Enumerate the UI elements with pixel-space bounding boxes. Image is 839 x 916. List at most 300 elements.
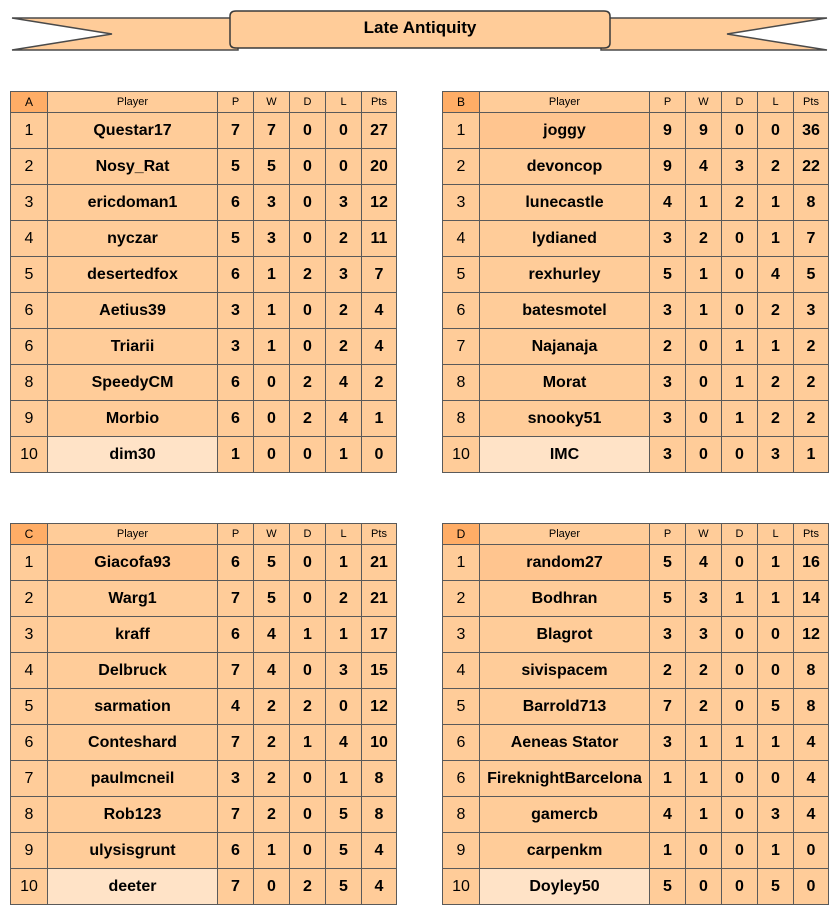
- drawn-cell: 0: [722, 257, 758, 293]
- points-cell: 3: [794, 293, 829, 329]
- player-name: rexhurley: [480, 257, 650, 293]
- drawn-cell: 0: [722, 221, 758, 257]
- lost-cell: 5: [326, 833, 362, 869]
- won-cell: 1: [686, 257, 722, 293]
- played-cell: 6: [218, 185, 254, 221]
- won-cell: 1: [686, 797, 722, 833]
- points-cell: 21: [362, 545, 397, 581]
- drawn-cell: 0: [290, 293, 326, 329]
- points-cell: 8: [794, 185, 829, 221]
- points-cell: 5: [794, 257, 829, 293]
- drawn-cell: 2: [290, 257, 326, 293]
- standings-table-b: [442, 91, 829, 473]
- won-cell: 0: [254, 437, 290, 473]
- won-cell: 0: [686, 869, 722, 905]
- points-cell: 12: [794, 617, 829, 653]
- played-cell: 6: [218, 617, 254, 653]
- col-header-player: Player: [48, 524, 218, 545]
- won-cell: 5: [254, 149, 290, 185]
- table-row: [11, 365, 397, 401]
- lost-cell: 1: [758, 833, 794, 869]
- drawn-cell: 0: [290, 437, 326, 473]
- table-row: [443, 833, 829, 869]
- drawn-cell: 0: [290, 581, 326, 617]
- table-row: [11, 761, 397, 797]
- player-name: SpeedyCM: [48, 365, 218, 401]
- drawn-cell: 0: [722, 617, 758, 653]
- col-header-lost: L: [758, 92, 794, 113]
- lost-cell: 0: [326, 113, 362, 149]
- drawn-cell: 0: [290, 149, 326, 185]
- table-row: [443, 293, 829, 329]
- points-cell: 4: [362, 293, 397, 329]
- rank-cell: 8: [11, 365, 48, 401]
- rank-cell: 8: [443, 365, 480, 401]
- won-cell: 2: [686, 689, 722, 725]
- table-row: [443, 365, 829, 401]
- table-row: [11, 797, 397, 833]
- col-header-drawn: D: [290, 92, 326, 113]
- table-row: [443, 437, 829, 473]
- won-cell: 0: [686, 329, 722, 365]
- points-cell: 0: [794, 833, 829, 869]
- won-cell: 0: [686, 401, 722, 437]
- won-cell: 4: [686, 545, 722, 581]
- col-header-played: P: [218, 524, 254, 545]
- col-header-drawn: D: [722, 92, 758, 113]
- lost-cell: 2: [326, 581, 362, 617]
- drawn-cell: 0: [722, 797, 758, 833]
- won-cell: 5: [254, 545, 290, 581]
- group-letter: A: [11, 92, 48, 113]
- points-cell: 2: [794, 329, 829, 365]
- col-header-won: W: [254, 92, 290, 113]
- won-cell: 9: [686, 113, 722, 149]
- player-name: random27: [480, 545, 650, 581]
- points-cell: 4: [794, 725, 829, 761]
- table-row: [443, 761, 829, 797]
- drawn-cell: 0: [722, 437, 758, 473]
- won-cell: 1: [686, 761, 722, 797]
- played-cell: 5: [650, 257, 686, 293]
- group-letter: D: [443, 524, 480, 545]
- rank-cell: 2: [11, 149, 48, 185]
- col-header-lost: L: [326, 92, 362, 113]
- rank-cell: 2: [443, 581, 480, 617]
- drawn-cell: 1: [722, 401, 758, 437]
- rank-cell: 3: [443, 185, 480, 221]
- drawn-cell: 1: [722, 329, 758, 365]
- player-name: IMC: [480, 437, 650, 473]
- won-cell: 7: [254, 113, 290, 149]
- table-row: [443, 725, 829, 761]
- points-cell: 8: [794, 689, 829, 725]
- drawn-cell: 0: [722, 761, 758, 797]
- table-row: [11, 617, 397, 653]
- table-header: [443, 92, 829, 113]
- points-cell: 2: [794, 365, 829, 401]
- drawn-cell: 2: [290, 401, 326, 437]
- rank-cell: 4: [11, 653, 48, 689]
- player-name: Warg1: [48, 581, 218, 617]
- table-row: [11, 257, 397, 293]
- lost-cell: 0: [758, 113, 794, 149]
- rank-cell: 2: [443, 149, 480, 185]
- points-cell: 0: [794, 869, 829, 905]
- table-row: [11, 833, 397, 869]
- won-cell: 2: [686, 653, 722, 689]
- drawn-cell: 0: [722, 545, 758, 581]
- table-row: [443, 185, 829, 221]
- table-row: [11, 401, 397, 437]
- player-name: carpenkm: [480, 833, 650, 869]
- drawn-cell: 1: [290, 725, 326, 761]
- table-row: [443, 869, 829, 905]
- col-header-player: Player: [480, 524, 650, 545]
- rank-cell: 6: [11, 293, 48, 329]
- col-header-won: W: [686, 92, 722, 113]
- drawn-cell: 0: [722, 653, 758, 689]
- rank-cell: 6: [443, 293, 480, 329]
- played-cell: 3: [650, 293, 686, 329]
- rank-cell: 9: [11, 401, 48, 437]
- lost-cell: 4: [326, 365, 362, 401]
- won-cell: 2: [254, 689, 290, 725]
- won-cell: 0: [254, 401, 290, 437]
- won-cell: 2: [254, 797, 290, 833]
- drawn-cell: 1: [722, 725, 758, 761]
- drawn-cell: 0: [722, 833, 758, 869]
- lost-cell: 0: [758, 653, 794, 689]
- rank-cell: 5: [11, 257, 48, 293]
- drawn-cell: 0: [290, 329, 326, 365]
- drawn-cell: 0: [290, 833, 326, 869]
- played-cell: 4: [650, 185, 686, 221]
- won-cell: 2: [254, 725, 290, 761]
- rank-cell: 5: [443, 257, 480, 293]
- played-cell: 1: [650, 833, 686, 869]
- group-letter: C: [11, 524, 48, 545]
- drawn-cell: 0: [290, 221, 326, 257]
- rank-cell: 3: [11, 185, 48, 221]
- player-name: joggy: [480, 113, 650, 149]
- table-row: [11, 545, 397, 581]
- player-name: nyczar: [48, 221, 218, 257]
- won-cell: 0: [686, 437, 722, 473]
- points-cell: 22: [794, 149, 829, 185]
- points-cell: 1: [362, 401, 397, 437]
- player-name: lydianed: [480, 221, 650, 257]
- played-cell: 9: [650, 149, 686, 185]
- table-row: [443, 653, 829, 689]
- col-header-lost: L: [326, 524, 362, 545]
- player-name: kraff: [48, 617, 218, 653]
- lost-cell: 2: [326, 221, 362, 257]
- standings-table-c: [10, 523, 397, 905]
- drawn-cell: 2: [290, 365, 326, 401]
- drawn-cell: 0: [722, 689, 758, 725]
- played-cell: 1: [650, 761, 686, 797]
- table-row: [11, 869, 397, 905]
- rank-cell: 6: [443, 761, 480, 797]
- won-cell: 4: [686, 149, 722, 185]
- rank-cell: 4: [443, 221, 480, 257]
- player-name: Aetius39: [48, 293, 218, 329]
- played-cell: 7: [218, 113, 254, 149]
- lost-cell: 3: [758, 797, 794, 833]
- player-name: Barrold713: [480, 689, 650, 725]
- won-cell: 1: [254, 833, 290, 869]
- points-cell: 8: [362, 797, 397, 833]
- rank-cell: 8: [443, 401, 480, 437]
- points-cell: 7: [362, 257, 397, 293]
- lost-cell: 5: [326, 869, 362, 905]
- played-cell: 5: [650, 869, 686, 905]
- lost-cell: 4: [758, 257, 794, 293]
- won-cell: 3: [254, 185, 290, 221]
- drawn-cell: 1: [722, 365, 758, 401]
- table-row: [443, 221, 829, 257]
- col-header-points: Pts: [794, 524, 829, 545]
- played-cell: 3: [650, 617, 686, 653]
- player-name: batesmotel: [480, 293, 650, 329]
- drawn-cell: 3: [722, 149, 758, 185]
- lost-cell: 4: [326, 725, 362, 761]
- player-name: Questar17: [48, 113, 218, 149]
- lost-cell: 1: [758, 221, 794, 257]
- lost-cell: 5: [758, 869, 794, 905]
- rank-cell: 10: [11, 437, 48, 473]
- table-row: [11, 689, 397, 725]
- played-cell: 2: [650, 653, 686, 689]
- table-header: [11, 92, 397, 113]
- table-row: [11, 581, 397, 617]
- col-header-lost: L: [758, 524, 794, 545]
- drawn-cell: 2: [722, 185, 758, 221]
- lost-cell: 1: [326, 437, 362, 473]
- points-cell: 27: [362, 113, 397, 149]
- player-name: snooky51: [480, 401, 650, 437]
- lost-cell: 2: [758, 401, 794, 437]
- table-row: [11, 185, 397, 221]
- points-cell: 20: [362, 149, 397, 185]
- table-row: [11, 653, 397, 689]
- standings-table-d: [442, 523, 829, 905]
- lost-cell: 2: [758, 365, 794, 401]
- played-cell: 7: [218, 797, 254, 833]
- points-cell: 2: [362, 365, 397, 401]
- points-cell: 12: [362, 185, 397, 221]
- col-header-played: P: [218, 92, 254, 113]
- table-header: [11, 524, 397, 545]
- lost-cell: 0: [758, 761, 794, 797]
- played-cell: 5: [650, 581, 686, 617]
- won-cell: 0: [686, 365, 722, 401]
- played-cell: 3: [218, 761, 254, 797]
- player-name: ulysisgrunt: [48, 833, 218, 869]
- won-cell: 1: [254, 329, 290, 365]
- col-header-played: P: [650, 524, 686, 545]
- points-cell: 17: [362, 617, 397, 653]
- points-cell: 12: [362, 689, 397, 725]
- played-cell: 7: [218, 653, 254, 689]
- drawn-cell: 2: [290, 689, 326, 725]
- lost-cell: 1: [758, 329, 794, 365]
- player-name: Aeneas Stator: [480, 725, 650, 761]
- table-row: [11, 437, 397, 473]
- drawn-cell: 0: [290, 761, 326, 797]
- lost-cell: 3: [326, 257, 362, 293]
- won-cell: 1: [254, 257, 290, 293]
- table-row: [11, 149, 397, 185]
- table-row: [443, 113, 829, 149]
- played-cell: 5: [650, 545, 686, 581]
- player-name: paulmcneil: [48, 761, 218, 797]
- won-cell: 0: [254, 365, 290, 401]
- table-row: [11, 113, 397, 149]
- player-name: gamercb: [480, 797, 650, 833]
- table-row: [443, 581, 829, 617]
- won-cell: 5: [254, 581, 290, 617]
- player-name: ericdoman1: [48, 185, 218, 221]
- points-cell: 4: [794, 761, 829, 797]
- rank-cell: 4: [443, 653, 480, 689]
- table-row: [11, 293, 397, 329]
- rank-cell: 7: [11, 761, 48, 797]
- played-cell: 3: [218, 329, 254, 365]
- drawn-cell: 0: [290, 113, 326, 149]
- rank-cell: 5: [443, 689, 480, 725]
- points-cell: 4: [794, 797, 829, 833]
- played-cell: 3: [650, 365, 686, 401]
- table-row: [443, 401, 829, 437]
- played-cell: 6: [218, 545, 254, 581]
- table-header: [443, 524, 829, 545]
- lost-cell: 1: [758, 725, 794, 761]
- player-name: Triarii: [48, 329, 218, 365]
- played-cell: 3: [650, 221, 686, 257]
- drawn-cell: 0: [290, 797, 326, 833]
- won-cell: 4: [254, 617, 290, 653]
- drawn-cell: 2: [290, 869, 326, 905]
- played-cell: 7: [218, 869, 254, 905]
- lost-cell: 3: [326, 653, 362, 689]
- table-row: [443, 149, 829, 185]
- drawn-cell: 1: [722, 581, 758, 617]
- col-header-drawn: D: [290, 524, 326, 545]
- points-cell: 10: [362, 725, 397, 761]
- drawn-cell: 0: [290, 185, 326, 221]
- played-cell: 7: [218, 581, 254, 617]
- page-title: Late Antiquity: [363, 18, 477, 37]
- col-header-player: Player: [480, 92, 650, 113]
- table-row: [11, 329, 397, 365]
- player-name: Najanaja: [480, 329, 650, 365]
- drawn-cell: 0: [290, 653, 326, 689]
- player-name: sivispacem: [480, 653, 650, 689]
- table-row: [443, 545, 829, 581]
- lost-cell: 2: [326, 329, 362, 365]
- lost-cell: 5: [758, 689, 794, 725]
- player-name: Giacofa93: [48, 545, 218, 581]
- played-cell: 6: [218, 833, 254, 869]
- played-cell: 5: [218, 149, 254, 185]
- title-banner: [0, 0, 839, 65]
- player-name: Morbio: [48, 401, 218, 437]
- rank-cell: 6: [11, 329, 48, 365]
- played-cell: 5: [218, 221, 254, 257]
- points-cell: 11: [362, 221, 397, 257]
- rank-cell: 4: [11, 221, 48, 257]
- points-cell: 36: [794, 113, 829, 149]
- rank-cell: 6: [11, 725, 48, 761]
- table-row: [443, 617, 829, 653]
- played-cell: 6: [218, 365, 254, 401]
- player-name: dim30: [48, 437, 218, 473]
- player-name: Morat: [480, 365, 650, 401]
- player-name: Blagrot: [480, 617, 650, 653]
- lost-cell: 2: [758, 149, 794, 185]
- group-letter: B: [443, 92, 480, 113]
- rank-cell: 8: [11, 797, 48, 833]
- col-header-won: W: [254, 524, 290, 545]
- won-cell: 4: [254, 653, 290, 689]
- col-header-won: W: [686, 524, 722, 545]
- lost-cell: 4: [326, 401, 362, 437]
- lost-cell: 3: [326, 185, 362, 221]
- played-cell: 3: [650, 401, 686, 437]
- won-cell: 1: [254, 293, 290, 329]
- played-cell: 2: [650, 329, 686, 365]
- won-cell: 0: [686, 833, 722, 869]
- points-cell: 2: [794, 401, 829, 437]
- rank-cell: 1: [443, 113, 480, 149]
- col-header-points: Pts: [362, 524, 397, 545]
- col-header-played: P: [650, 92, 686, 113]
- rank-cell: 1: [443, 545, 480, 581]
- table-row: [11, 725, 397, 761]
- rank-cell: 10: [443, 437, 480, 473]
- player-name: lunecastle: [480, 185, 650, 221]
- won-cell: 3: [686, 617, 722, 653]
- rank-cell: 6: [443, 725, 480, 761]
- player-name: sarmation: [48, 689, 218, 725]
- lost-cell: 2: [758, 293, 794, 329]
- won-cell: 3: [254, 221, 290, 257]
- played-cell: 6: [218, 257, 254, 293]
- lost-cell: 1: [326, 617, 362, 653]
- table-row: [443, 329, 829, 365]
- col-header-player: Player: [48, 92, 218, 113]
- won-cell: 1: [686, 185, 722, 221]
- table-row: [443, 689, 829, 725]
- player-name: desertedfox: [48, 257, 218, 293]
- col-header-drawn: D: [722, 524, 758, 545]
- player-name: Bodhran: [480, 581, 650, 617]
- lost-cell: 1: [758, 581, 794, 617]
- drawn-cell: 0: [722, 113, 758, 149]
- played-cell: 7: [218, 725, 254, 761]
- played-cell: 7: [650, 689, 686, 725]
- points-cell: 4: [362, 833, 397, 869]
- rank-cell: 10: [11, 869, 48, 905]
- standings-table-a: [10, 91, 397, 473]
- points-cell: 21: [362, 581, 397, 617]
- played-cell: 3: [650, 725, 686, 761]
- points-cell: 15: [362, 653, 397, 689]
- player-name: Conteshard: [48, 725, 218, 761]
- player-name: Doyley50: [480, 869, 650, 905]
